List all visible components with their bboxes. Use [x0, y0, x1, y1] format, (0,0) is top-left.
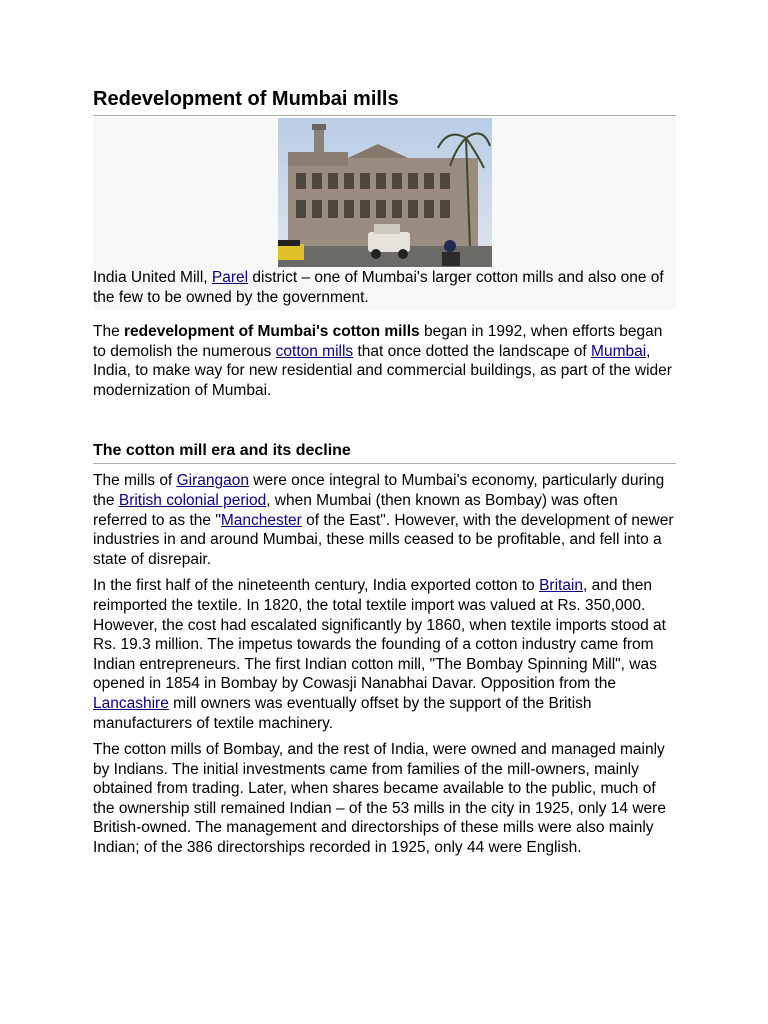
- parel-link[interactable]: Parel: [211, 269, 249, 286]
- s1p1-text-1: The mills of: [93, 472, 177, 490]
- intro-text-2: began in 1992, when efforts began to demolish the numerous: [93, 323, 663, 360]
- s1p2-text-1: In the first half of the nineteenth century, India exported cotton to: [93, 577, 540, 595]
- s1p2-text-2: , and then reimported the textile. In 1820, the total textile import was valued at Rs. 350,000. However, the cost had escalated significantly by 1860, when textile imports stood at Rs. 19.3 million. The impetus towards the founding of a cotton industry came from Indian entrepreneurs. The first Indian cotton mill, "The Bombay Spinning Mill", was opened in 1854 in Bombay by Cowasji Nanabhai Davar. Opposition from the: [93, 577, 666, 693]
- section-heading: The cotton mill era and its decline: [93, 440, 676, 464]
- page-title: Redevelopment of Mumbai mills: [93, 86, 676, 116]
- manchester-link[interactable]: Manchester: [220, 511, 302, 529]
- s1p1-text-3: , when Mumbai (then known as Bombay) was often referred to as the ": [93, 491, 618, 529]
- mill-photo: [278, 118, 492, 267]
- s1p1-text-4: of the East". However, with the development of newer industries in and around Mumbai, these mills ceased to be profitable, and fell into a state of disrepair.: [93, 511, 674, 568]
- mumbai-link[interactable]: Mumbai: [591, 342, 647, 360]
- intro-text-4: , India, to make way for new residential and commercial buildings, as part of the wider modernization of Mumbai.: [93, 342, 672, 399]
- british-colonial-period-link[interactable]: British colonial period: [118, 491, 267, 509]
- intro-text-3: that once dotted the landscape of: [353, 342, 592, 360]
- girangaon-link[interactable]: Girangaon: [176, 472, 249, 490]
- figure-caption: [93, 267, 676, 308]
- caption-text-2: district – one of Mumbai's larger cotton mills and also one of the few to be owned by the government.: [93, 269, 664, 306]
- cotton-mills-link[interactable]: cotton mills: [275, 342, 354, 360]
- britain-link[interactable]: Britain: [539, 577, 583, 595]
- lancashire-link[interactable]: Lancashire: [93, 694, 169, 712]
- intro-bold-term: redevelopment of Mumbai's cotton mills: [124, 323, 420, 340]
- intro-paragraph: [93, 322, 676, 400]
- caption-text-1: India United Mill,: [93, 269, 212, 286]
- section-paragraph-2: [93, 576, 676, 733]
- article-body: [93, 86, 676, 858]
- s1p1-text-2: were once integral to Mumbai's economy, particularly during the: [93, 472, 665, 509]
- intro-text-1: The: [93, 323, 125, 340]
- figure: [93, 118, 676, 310]
- section-paragraph-1: [93, 471, 676, 569]
- s1p2-text-3: mill owners was eventually offset by the support of the British manufacturers of textile machinery.: [93, 694, 592, 732]
- section-paragraph-3: The cotton mills of Bombay, and the rest of India, were owned and managed mainly by Indians. The initial investments came from families of the mill-owners, mainly obtained from trading. Later, when shares became available to the public, much of the ownership still remained Indian – of the 53 mills in the city in 1925, only 14 were British-owned. The management and directorships of these mills were also mainly Indian; of the 386 directorships recorded in 1925, only 44 were English.: [93, 741, 666, 857]
